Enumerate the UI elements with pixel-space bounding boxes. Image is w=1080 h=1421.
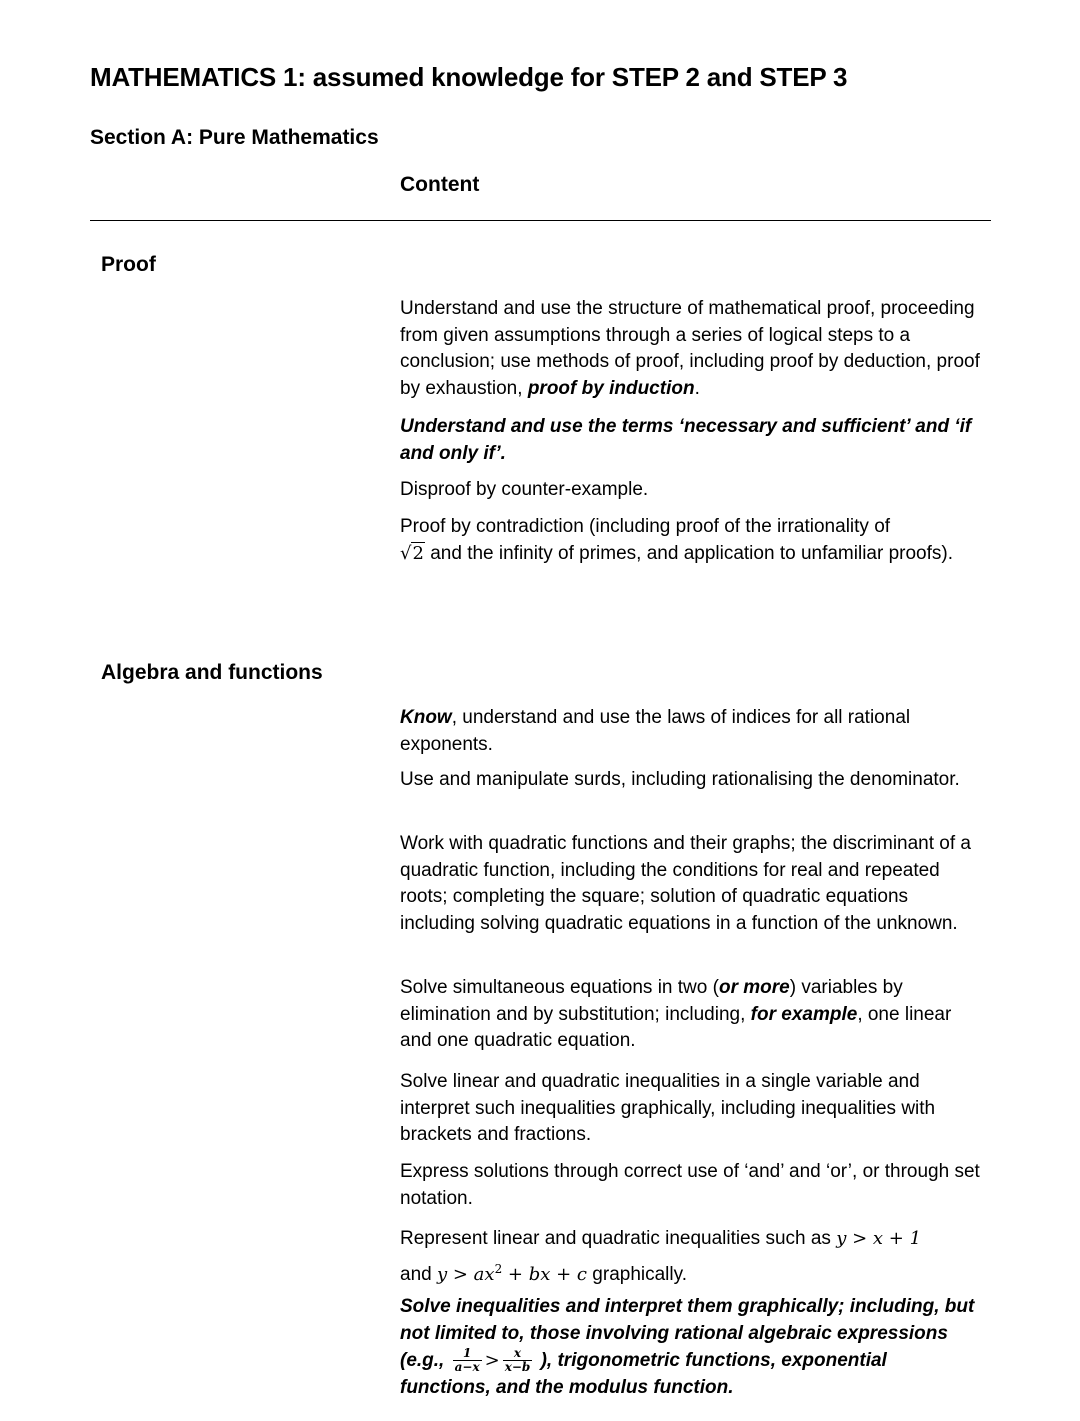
proof-paragraph-contradiction xyxy=(400,514,980,567)
simultaneous-text-3: , one linear and one quadratic equation. xyxy=(400,1003,952,1051)
math-linear-inequality: y > x + 1 xyxy=(836,1228,922,1249)
algebra-paragraph-indices xyxy=(400,705,980,758)
proof-paragraph-structure xyxy=(400,296,980,402)
fraction-x-over-x-minus-b xyxy=(503,1347,533,1374)
algebra-paragraph-represent xyxy=(400,1224,980,1290)
quad-exponent: 2 xyxy=(494,1262,503,1276)
contradiction-text-2: and the infinity of primes, and application to unfamiliar proofs). xyxy=(424,542,953,564)
algebra-paragraph-simultaneous xyxy=(400,975,980,1055)
indices-text: , understand and use the laws of indices for all rational exponents. xyxy=(400,707,911,755)
proof-paragraph-disproof: Disproof by counter-example. xyxy=(400,479,649,500)
algebra-paragraph-quadratics: Work with quadratic functions and their graphs; the discriminant of a quadratic function, including the conditions for real and repeated roots; completing the square; solution of quadratic equations including solving quadratic equations in a function of the unknown. xyxy=(400,833,971,934)
page-title: MATHEMATICS 1: assumed knowledge for STEP 2 and STEP 3 xyxy=(90,62,848,92)
simultaneous-text-2: ) variables by elimination and by substitution; including, xyxy=(400,977,903,1025)
fraction-1-denominator: a−x xyxy=(454,1360,480,1375)
fraction-2-denominator: x−b xyxy=(504,1360,531,1375)
algebra-paragraph-surds: Use and manipulate surds, including rationalising the denominator. xyxy=(400,769,960,790)
section-title: Section A: Pure Mathematics xyxy=(90,126,379,149)
algebra-paragraph-solve-inequalities xyxy=(400,1293,980,1401)
fraction-2-numerator: x xyxy=(503,1347,533,1361)
proof-emphasis: proof by induction xyxy=(527,377,695,399)
header-divider xyxy=(90,220,991,221)
solve-text-2: ), trigonometric functions, exponential functions, and the modulus function. xyxy=(400,1350,887,1399)
sqrt-symbol: √2 xyxy=(400,542,424,564)
topic-heading-proof: Proof xyxy=(101,253,156,276)
fraction-one-over-a-minus-x xyxy=(453,1347,482,1374)
algebra-paragraph-set-notation: Express solutions through correct use of ‘and’ and ‘or’, or through set notation. xyxy=(400,1161,980,1209)
fraction-1-numerator: 1 xyxy=(453,1347,482,1361)
quad-part-b: + bx + c xyxy=(502,1264,588,1285)
for-example-emphasis: for example xyxy=(750,1003,858,1025)
or-more-emphasis: or more xyxy=(718,977,790,998)
proof-text-end: . xyxy=(694,377,700,399)
proof-text: Understand and use the structure of mathematical proof, proceeding from given assumptions through a series of logical steps to a conclusion; use methods of proof, including proof by deduction, proof by exhaustion, xyxy=(400,298,980,399)
proof-paragraph-necessary-sufficient: Understand and use the terms ‘necessary and sufficient’ and ‘if and only if’. xyxy=(400,416,972,464)
topic-heading-algebra: Algebra and functions xyxy=(101,661,323,684)
represent-text-2: and xyxy=(400,1264,437,1285)
column-header-content: Content xyxy=(400,173,480,196)
contradiction-text: Proof by contradiction (including proof of the irrationality of xyxy=(400,516,891,537)
sqrt-radicand: 2 xyxy=(412,542,424,564)
represent-text-3: graphically. xyxy=(587,1264,687,1285)
simultaneous-text-1: Solve simultaneous equations in two ( xyxy=(400,977,719,998)
math-quadratic-inequality xyxy=(437,1264,587,1285)
greater-than-symbol: > xyxy=(484,1350,500,1371)
represent-text-1: Represent linear and quadratic inequalities such as xyxy=(400,1228,837,1249)
quad-part-a: y > ax xyxy=(436,1264,495,1285)
know-emphasis: Know xyxy=(400,707,452,728)
algebra-paragraph-inequalities: Solve linear and quadratic inequalities in a single variable and interpret such inequalities graphically, including inequalities with brackets and fractions. xyxy=(400,1071,936,1145)
solve-text-1: Solve inequalities and interpret them graphically; including, but not limited to, those involving rational algebraic expressions (e.g., xyxy=(400,1296,975,1371)
